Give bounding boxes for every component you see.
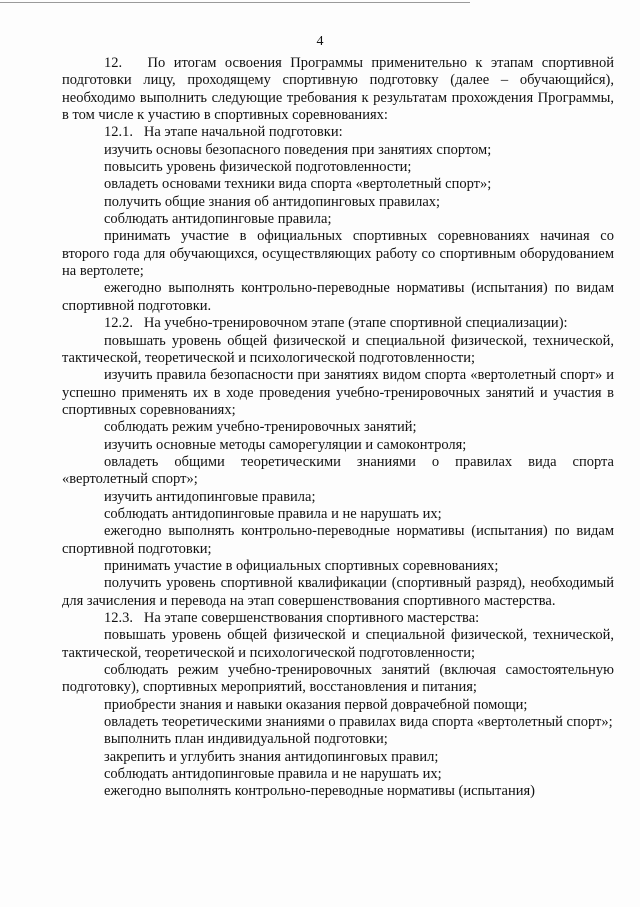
list-item: повышать уровень общей физической и специальной физической, технической, тактической, теоретической и психологической подготовленности;: [62, 627, 614, 661]
list-item: повысить уровень физической подготовленности;: [104, 159, 412, 176]
list-item: выполнить план индивидуальной подготовки;: [104, 731, 388, 748]
document-body: [62, 55, 614, 801]
list-item: соблюдать антидопинговые правила и не нарушать их;: [104, 505, 442, 522]
list-item: овладеть общими теоретическими знаниями о правилах вида спорта «вертолетный спорт»;: [62, 453, 614, 488]
list-item: соблюдать антидопинговые правила;: [104, 211, 332, 228]
page-number: 4: [316, 34, 324, 49]
list-item: соблюдать режим учебно-тренировочных занятий;: [104, 419, 417, 436]
list-item: овладеть теоретическими знаниями о правилах вида спорта «вертолетный спорт»;: [104, 714, 613, 731]
list-item: изучить правила безопасности при занятиях видом спорта «вертолетный спорт» и успешно применять их в ходе проведения учебно-тренировочных занятий и участия в спортивных соревнованиях;: [62, 367, 614, 418]
list-item: изучить основы безопасного поведения при занятиях спортом;: [104, 141, 492, 158]
list-item: повышать уровень общей физической и специальной физической, технической, тактической, теоретической и психологической подготовленности;: [62, 332, 614, 366]
paragraph-12-2-heading: 12.2. На учебно-тренировочном этапе (этапе спортивной специализации):: [104, 315, 568, 332]
list-item: приобрести знания и навыки оказания первой доврачебной помощи;: [104, 696, 528, 713]
list-item: соблюдать режим учебно-тренировочных занятий (включая самостоятельную подготовку), спортивных мероприятий, восстановления и питания;: [62, 662, 614, 696]
paragraph-12-3-heading: 12.3. На этапе совершенствования спортивного мастерства:: [104, 610, 480, 626]
list-item: закрепить и углубить знания антидопинговых правил;: [104, 748, 439, 765]
paragraph-12: 12. По итогам освоения Программы применительно к этапам спортивной подготовки лицу, проходящему спортивную подготовку (далее – обучающийся), необходимо выполнить следующие требования к результатам прохождения Программы, в том числе к участию в спортивных соревнованиях:: [62, 55, 614, 124]
paragraph-12-1-heading: 12.1. На этапе начальной подготовки:: [104, 124, 343, 141]
list-item: ежегодно выполнять контрольно-переводные нормативы (испытания) по видам спортивной подготовки.: [62, 280, 614, 314]
top-edge-line: [0, 2, 470, 3]
list-item: принимать участие в официальных спортивных соревнованиях начиная со второго года для обучающихся, осуществляющих работу со спортивным оборудованием на вертолете;: [62, 228, 614, 280]
list-item: соблюдать антидопинговые правила и не нарушать их;: [104, 766, 442, 783]
list-item: получить уровень спортивной квалификации (спортивный разряд), необходимый для зачисления и перевода на этап совершенствования спортивного мастерства.: [62, 575, 614, 609]
list-item: изучить антидопинговые правила;: [104, 488, 316, 505]
list-item: овладеть основами техники вида спорта «вертолетный спорт»;: [104, 176, 492, 193]
list-item: принимать участие в официальных спортивных соревнованиях;: [104, 557, 499, 574]
list-item: ежегодно выполнять контрольно-переводные нормативы (испытания): [104, 783, 535, 800]
list-item: изучить основные методы саморегуляции и самоконтроля;: [104, 436, 467, 453]
list-item: ежегодно выполнять контрольно-переводные нормативы (испытания) по видам спортивной подготовки;: [62, 523, 614, 557]
list-item: получить общие знания об антидопинговых правилах;: [104, 193, 441, 210]
